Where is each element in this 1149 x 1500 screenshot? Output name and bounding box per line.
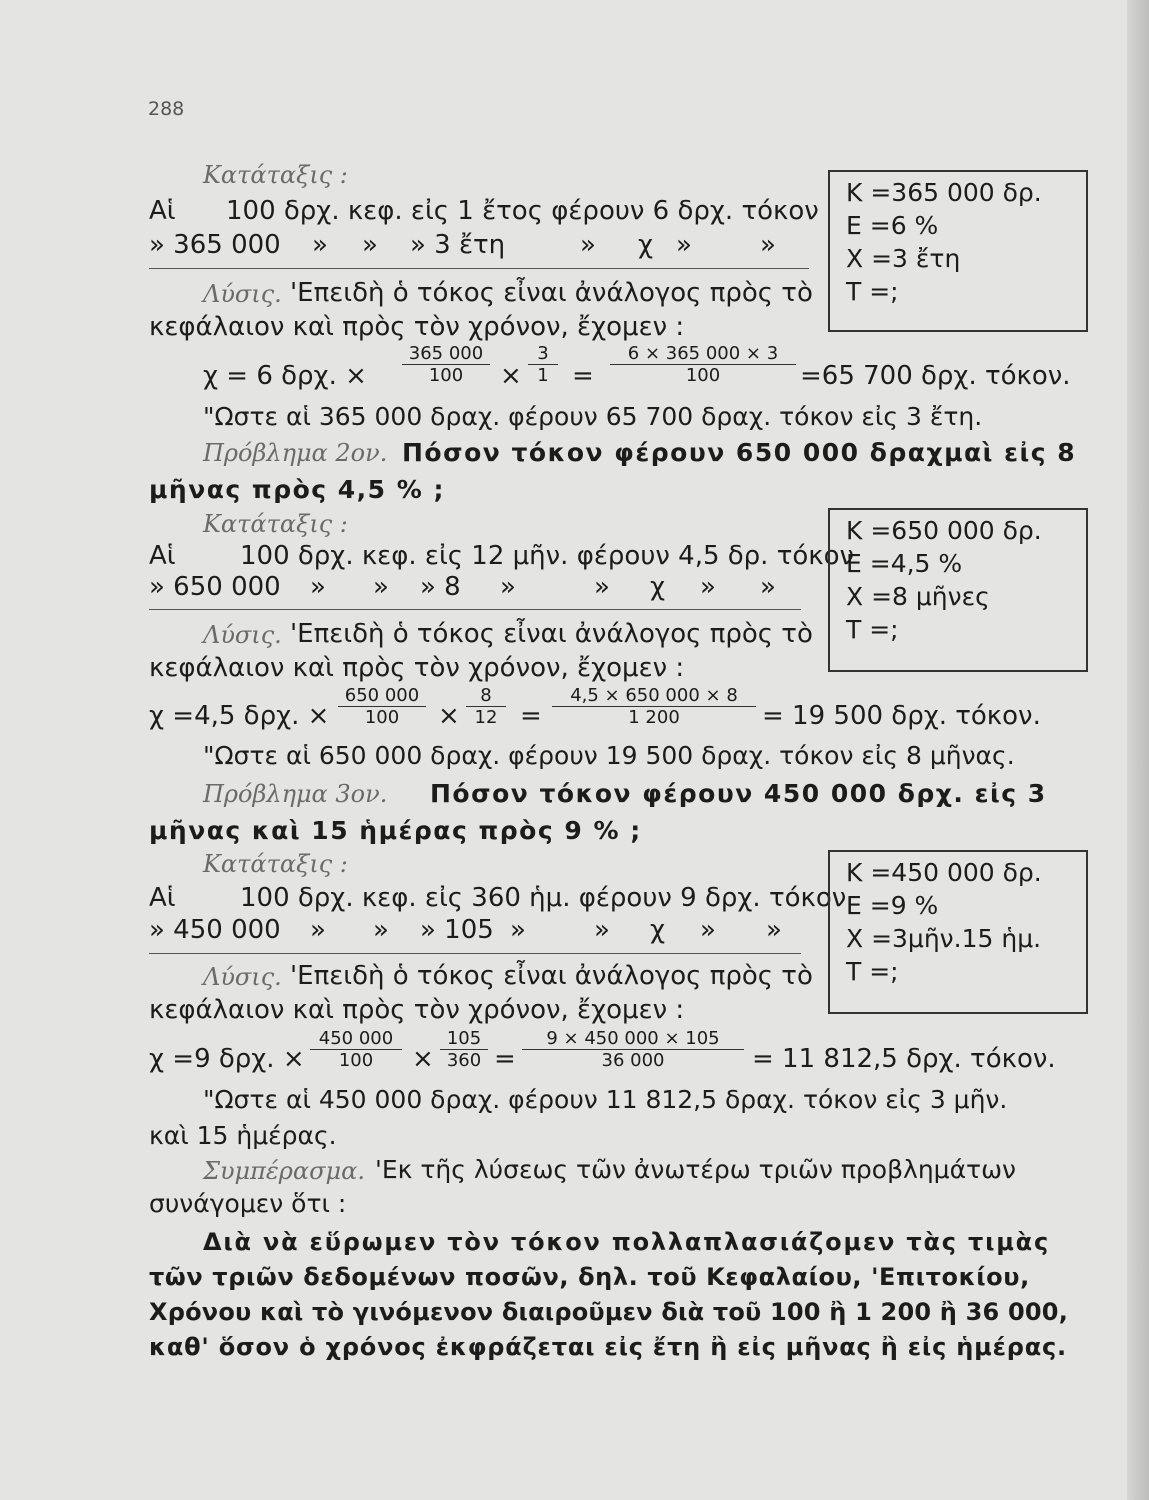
p1-box-x: Χ =3 ἔτη — [846, 244, 961, 273]
p1-f3-num: 6 × 365 000 × 3 — [610, 344, 796, 365]
p1-lysis-text2: κεφάλαιον καὶ πρὸς τὸν χρόνον, ἔχομεν : — [149, 312, 685, 342]
p2-lysis-text: 'Επειδὴ ὁ τόκος εἶναι ἀνάλογος πρὸς τὸ — [290, 619, 813, 649]
p1-row2-q5: » — [760, 230, 776, 260]
p1-lysis-label: Λύσις. — [203, 280, 282, 308]
p2-row2-q5: » — [700, 572, 716, 602]
symperasma-text2: συνάγομεν ὅτι : — [149, 1189, 347, 1218]
p3-lysis-label: Λύσις. — [203, 963, 282, 991]
p2-row2-q3: » — [500, 572, 516, 602]
p1-f2-num: 3 — [528, 344, 558, 365]
p3-f2-den: 360 — [446, 1050, 482, 1071]
p3-equals: = — [494, 1044, 516, 1074]
p3-katataxis-label: Κατάταξις : — [203, 850, 348, 878]
p1-row1-ai: Αἱ — [149, 196, 176, 226]
p2-row2-q1: » — [310, 572, 326, 602]
p1-f1-den: 100 — [428, 365, 464, 386]
p2-box-e: Ε =4,5 % — [846, 549, 963, 578]
p3-row2-q4: » — [594, 915, 610, 945]
p3-question1: Πόσον τόκον φέρουν 450 000 δρχ. εἰς 3 — [430, 779, 1047, 808]
p3-row2-time: » 105 — [420, 915, 494, 945]
p2-equals: = — [520, 701, 542, 731]
p1-fraction-1 — [402, 344, 490, 386]
p1-box-e: Ε =6 % — [846, 211, 939, 240]
p1-f1-num: 365 000 — [402, 344, 490, 365]
p2-row1-text: 100 δρχ. κεφ. εἰς 12 μῆν. φέρουν 4,5 δρ. τόκον — [240, 541, 855, 571]
p2-row1-ai: Αἱ — [149, 541, 176, 571]
p3-conclusion1: "Ωστε αἱ 450 000 δραχ. φέρουν 11 812,5 δραχ. τόκον εἰς 3 μῆν. — [203, 1085, 1008, 1114]
p3-row2-x: χ — [650, 915, 666, 945]
p3-row2-q5: » — [700, 915, 716, 945]
p2-formula-prefix: χ =4,5 δρχ. × — [149, 701, 330, 731]
p3-box-x: Χ =3μῆν.15 ἡμ. — [846, 924, 1042, 953]
p1-data-box — [828, 170, 1088, 332]
p3-f3-den: 36 000 — [601, 1050, 665, 1071]
p2-question2: μῆνας πρὸς 4,5 % ; — [149, 475, 446, 504]
p3-fraction-1 — [310, 1029, 402, 1071]
p3-label: Πρόβλημα 3ον. — [203, 780, 388, 808]
p1-conclusion: "Ωστε αἱ 365 000 δραχ. φέρουν 65 700 δραχ. τόκον εἰς 3 ἔτη. — [203, 402, 983, 431]
p2-label: Πρόβλημα 2ον. — [203, 439, 388, 467]
rule-line-1: Διὰ νὰ εὕρωμεν τὸν τόκον πολλαπλασιάζομεν τὰς τιμὰς — [203, 1228, 1050, 1256]
p3-question2: μῆνας καὶ 15 ἡμέρας πρὸς 9 % ; — [149, 816, 642, 845]
p2-f2-num: 8 — [466, 686, 506, 707]
p1-f2-den: 1 — [537, 365, 549, 386]
p2-fraction-1 — [338, 686, 426, 728]
p2-f1-num: 650 000 — [338, 686, 426, 707]
p1-row2-q1: » — [312, 230, 328, 260]
p2-formula-result: = 19 500 δρχ. τόκον. — [762, 701, 1041, 731]
p2-lysis-label: Λύσις. — [203, 621, 282, 649]
p1-f3-den: 100 — [685, 365, 721, 386]
p3-f2-num: 105 — [440, 1029, 488, 1050]
p3-formula-result: = 11 812,5 δρχ. τόκον. — [752, 1044, 1056, 1074]
p1-lysis-text: 'Επειδὴ ὁ τόκος εἶναι ἀνάλογος πρὸς τὸ — [290, 278, 813, 308]
p1-row2-time: » 3 ἔτη — [410, 230, 506, 260]
p2-row2-time: » 8 — [420, 572, 461, 602]
p2-times-2: × — [438, 701, 460, 731]
p1-row1-text: 100 δρχ. κεφ. εἰς 1 ἔτος φέρουν 6 δρχ. τόκον — [226, 196, 819, 226]
p3-row1-text: 100 δρχ. κεφ. εἰς 360 ἡμ. φέρουν 9 δρχ. τόκον — [240, 883, 847, 913]
p2-row2-capital: » 650 000 — [149, 572, 281, 602]
p1-box-k: Κ =365 000 δρ. — [846, 178, 1042, 207]
p2-lysis-text2: κεφάλαιον καὶ πρὸς τὸν χρόνον, ἔχομεν : — [149, 653, 685, 683]
p2-question1: Πόσον τόκον φέρουν 650 000 δραχμαὶ εἰς 8 — [402, 438, 1077, 467]
p3-formula-prefix: χ =9 δρχ. × — [149, 1044, 305, 1074]
p2-row2-x: χ — [650, 572, 666, 602]
p1-row2-capital: » 365 000 — [149, 230, 281, 260]
p1-fraction-3 — [610, 344, 796, 386]
p3-rule — [149, 953, 801, 954]
p1-katataxis-label: Κατάταξις : — [203, 161, 348, 189]
p2-box-t: Τ =; — [846, 615, 899, 644]
p1-fraction-2 — [528, 344, 558, 386]
p1-equals: = — [572, 361, 594, 391]
p1-formula-prefix: χ = 6 δρχ. × — [203, 361, 367, 391]
rule-line-3: Χρόνου καὶ τὸ γινόμενον διαιροῦμεν διὰ τοῦ 100 ἢ 1 200 ἢ 36 000, — [149, 1298, 1069, 1326]
p1-times-2: × — [500, 361, 522, 391]
page-number: 288 — [148, 98, 185, 120]
p3-f1-den: 100 — [338, 1050, 374, 1071]
symperasma-label: Συμπέρασμα. — [203, 1157, 365, 1185]
p2-f3-num: 4,5 × 650 000 × 8 — [552, 686, 756, 707]
p2-row2-q2: » — [373, 572, 389, 602]
p2-f3-den: 1 200 — [628, 707, 680, 728]
p2-data-box — [828, 508, 1088, 672]
p2-f1-den: 100 — [364, 707, 400, 728]
p2-fraction-3 — [552, 686, 756, 728]
p3-box-t: Τ =; — [846, 957, 899, 986]
p3-row2-q1: » — [310, 915, 326, 945]
p2-katataxis-label: Κατάταξις : — [203, 510, 348, 538]
p3-f1-num: 450 000 — [310, 1029, 402, 1050]
p3-fraction-2 — [440, 1029, 488, 1071]
p1-formula-result: =65 700 δρχ. τόκον. — [800, 361, 1071, 391]
p3-row2-capital: » 450 000 — [149, 915, 281, 945]
p1-row2-q2: » — [362, 230, 378, 260]
p3-conclusion2: καὶ 15 ἡμέρας. — [149, 1121, 337, 1150]
p1-row2-x: χ — [638, 230, 654, 260]
p3-times-2: × — [412, 1044, 434, 1074]
p2-box-k: Κ =650 000 δρ. — [846, 516, 1042, 545]
p2-row2-q6: » — [760, 572, 776, 602]
p3-f3-num: 9 × 450 000 × 105 — [522, 1029, 744, 1050]
symperasma-text1: 'Εκ τῆς λύσεως τῶν ἀνωτέρω τριῶν προβλημάτων — [375, 1155, 1017, 1184]
p3-data-box — [828, 850, 1088, 1014]
p1-rule — [149, 268, 809, 269]
p2-rule — [149, 609, 801, 610]
p3-lysis-text2: κεφάλαιον καὶ πρὸς τὸν χρόνον, ἔχομεν : — [149, 995, 685, 1025]
p1-row2-q4: » — [676, 230, 692, 260]
p1-row2-q3: » — [580, 230, 596, 260]
p1-box-t: Τ =; — [846, 277, 899, 306]
p3-box-k: Κ =450 000 δρ. — [846, 858, 1042, 887]
p3-row2-q6: » — [766, 915, 782, 945]
p2-box-x: Χ =8 μῆνες — [846, 582, 990, 611]
rule-line-4: καθ' ὅσον ὁ χρόνος ἐκφράζεται εἰς ἔτη ἢ εἰς μῆνας ἢ εἰς ἡμέρας. — [149, 1333, 1067, 1361]
p2-conclusion: "Ωστε αἱ 650 000 δραχ. φέρουν 19 500 δραχ. τόκον εἰς 8 μῆνας. — [203, 741, 1015, 770]
p3-row2-q2: » — [373, 915, 389, 945]
p3-lysis-text: 'Επειδὴ ὁ τόκος εἶναι ἀνάλογος πρὸς τὸ — [290, 961, 813, 991]
p2-f2-den: 12 — [474, 707, 498, 728]
p3-row2-q3: » — [510, 915, 526, 945]
p3-row1-ai: Αἱ — [149, 883, 176, 913]
rule-line-2: τῶν τριῶν δεδομένων ποσῶν, δηλ. τοῦ Κεφαλαίου, 'Επιτοκίου, — [149, 1263, 1030, 1291]
p2-fraction-2 — [466, 686, 506, 728]
p3-fraction-3 — [522, 1029, 744, 1071]
p2-row2-q4: » — [594, 572, 610, 602]
p3-box-e: Ε =9 % — [846, 891, 939, 920]
page-edge-shadow — [1127, 0, 1149, 1500]
